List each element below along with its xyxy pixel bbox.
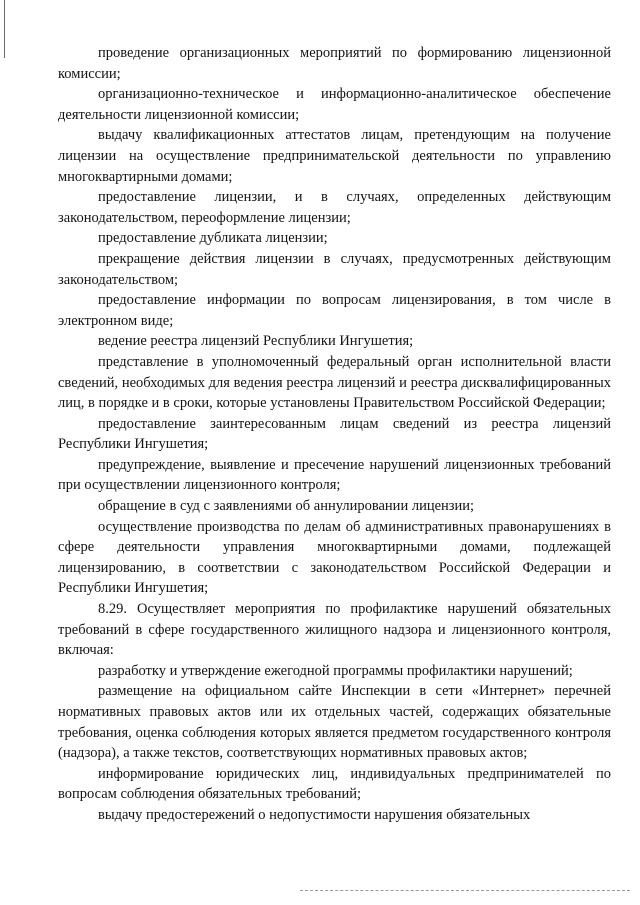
paragraph: предоставление лицензии, и в случаях, определенных действующим законодательством, переоформление лицензии;	[58, 189, 611, 226]
section-paragraph-8-29: 8.29. Осуществляет мероприятия по профилактике нарушений обязательных требований в сфере государственного жилищного надзора и лицензионного контроля, включая:	[58, 601, 611, 659]
paragraph: размещение на официальном сайте Инспекции в сети «Интернет» перечней нормативных правовых актов или их отдельных частей, содержащих обязательные требования, оценка соблюдения которых является предметом государственного контроля (надзора), а также текстов, соответствующих нормативных правовых актов;	[58, 683, 611, 762]
paragraph: обращение в суд с заявлениями об аннулировании лицензии;	[98, 498, 475, 515]
paragraph: предоставление заинтересованным лицам сведений из реестра лицензий Республики Ингушетия;	[58, 415, 611, 453]
footer-dashed-line	[300, 890, 630, 891]
left-margin-line	[4, 0, 5, 58]
paragraph: информирование юридических лиц, индивидуальных предпринимателей по вопросам соблюдения обязательных требований;	[58, 765, 611, 803]
paragraph: выдачу квалификационных аттестатов лицам, претендующим на получение лицензии на осуществление предпринимательской деятельности по управлению многоквартирными домами;	[58, 127, 611, 185]
paragraph: предоставление информации по вопросам лицензирования, в том числе в электронном виде;	[58, 292, 611, 329]
paragraph: ведение реестра лицензий Республики Ингушетия;	[98, 333, 414, 350]
paragraph: предоставление дубликата лицензии;	[98, 230, 328, 247]
paragraph: разработку и утверждение ежегодной программы профилактики нарушений;	[98, 662, 573, 679]
paragraph: выдачу предостережений о недопустимости нарушения обязательных	[98, 806, 531, 823]
paragraph: организационно-техническое и информационно-аналитическое обеспечение деятельности лицензионной комиссии;	[58, 86, 611, 123]
paragraph: прекращение действия лицензии в случаях, предусмотренных действующим законодательством;	[58, 250, 611, 288]
paragraph: проведение организационных мероприятий по формированию лицензионной комиссии;	[58, 45, 611, 82]
paragraph: осуществление производства по делам об административных правонарушениях в сфере деятельности управления многоквартирными домами, подлежащей лицензированию, в соответствии с законодательством Российской Федерации и Республики Ингушетия;	[58, 518, 611, 597]
document-page	[58, 43, 611, 826]
paragraph: предупреждение, выявление и пресечение нарушений лицензионных требований при осуществлении лицензионного контроля;	[58, 456, 611, 494]
paragraph: представление в уполномоченный федеральный орган исполнительной власти сведений, необходимых для ведения реестра лицензий и реестра дисквалифицированных лиц, в порядке и в сроки, которые установлены Правительством Российской Федерации;	[58, 353, 611, 412]
